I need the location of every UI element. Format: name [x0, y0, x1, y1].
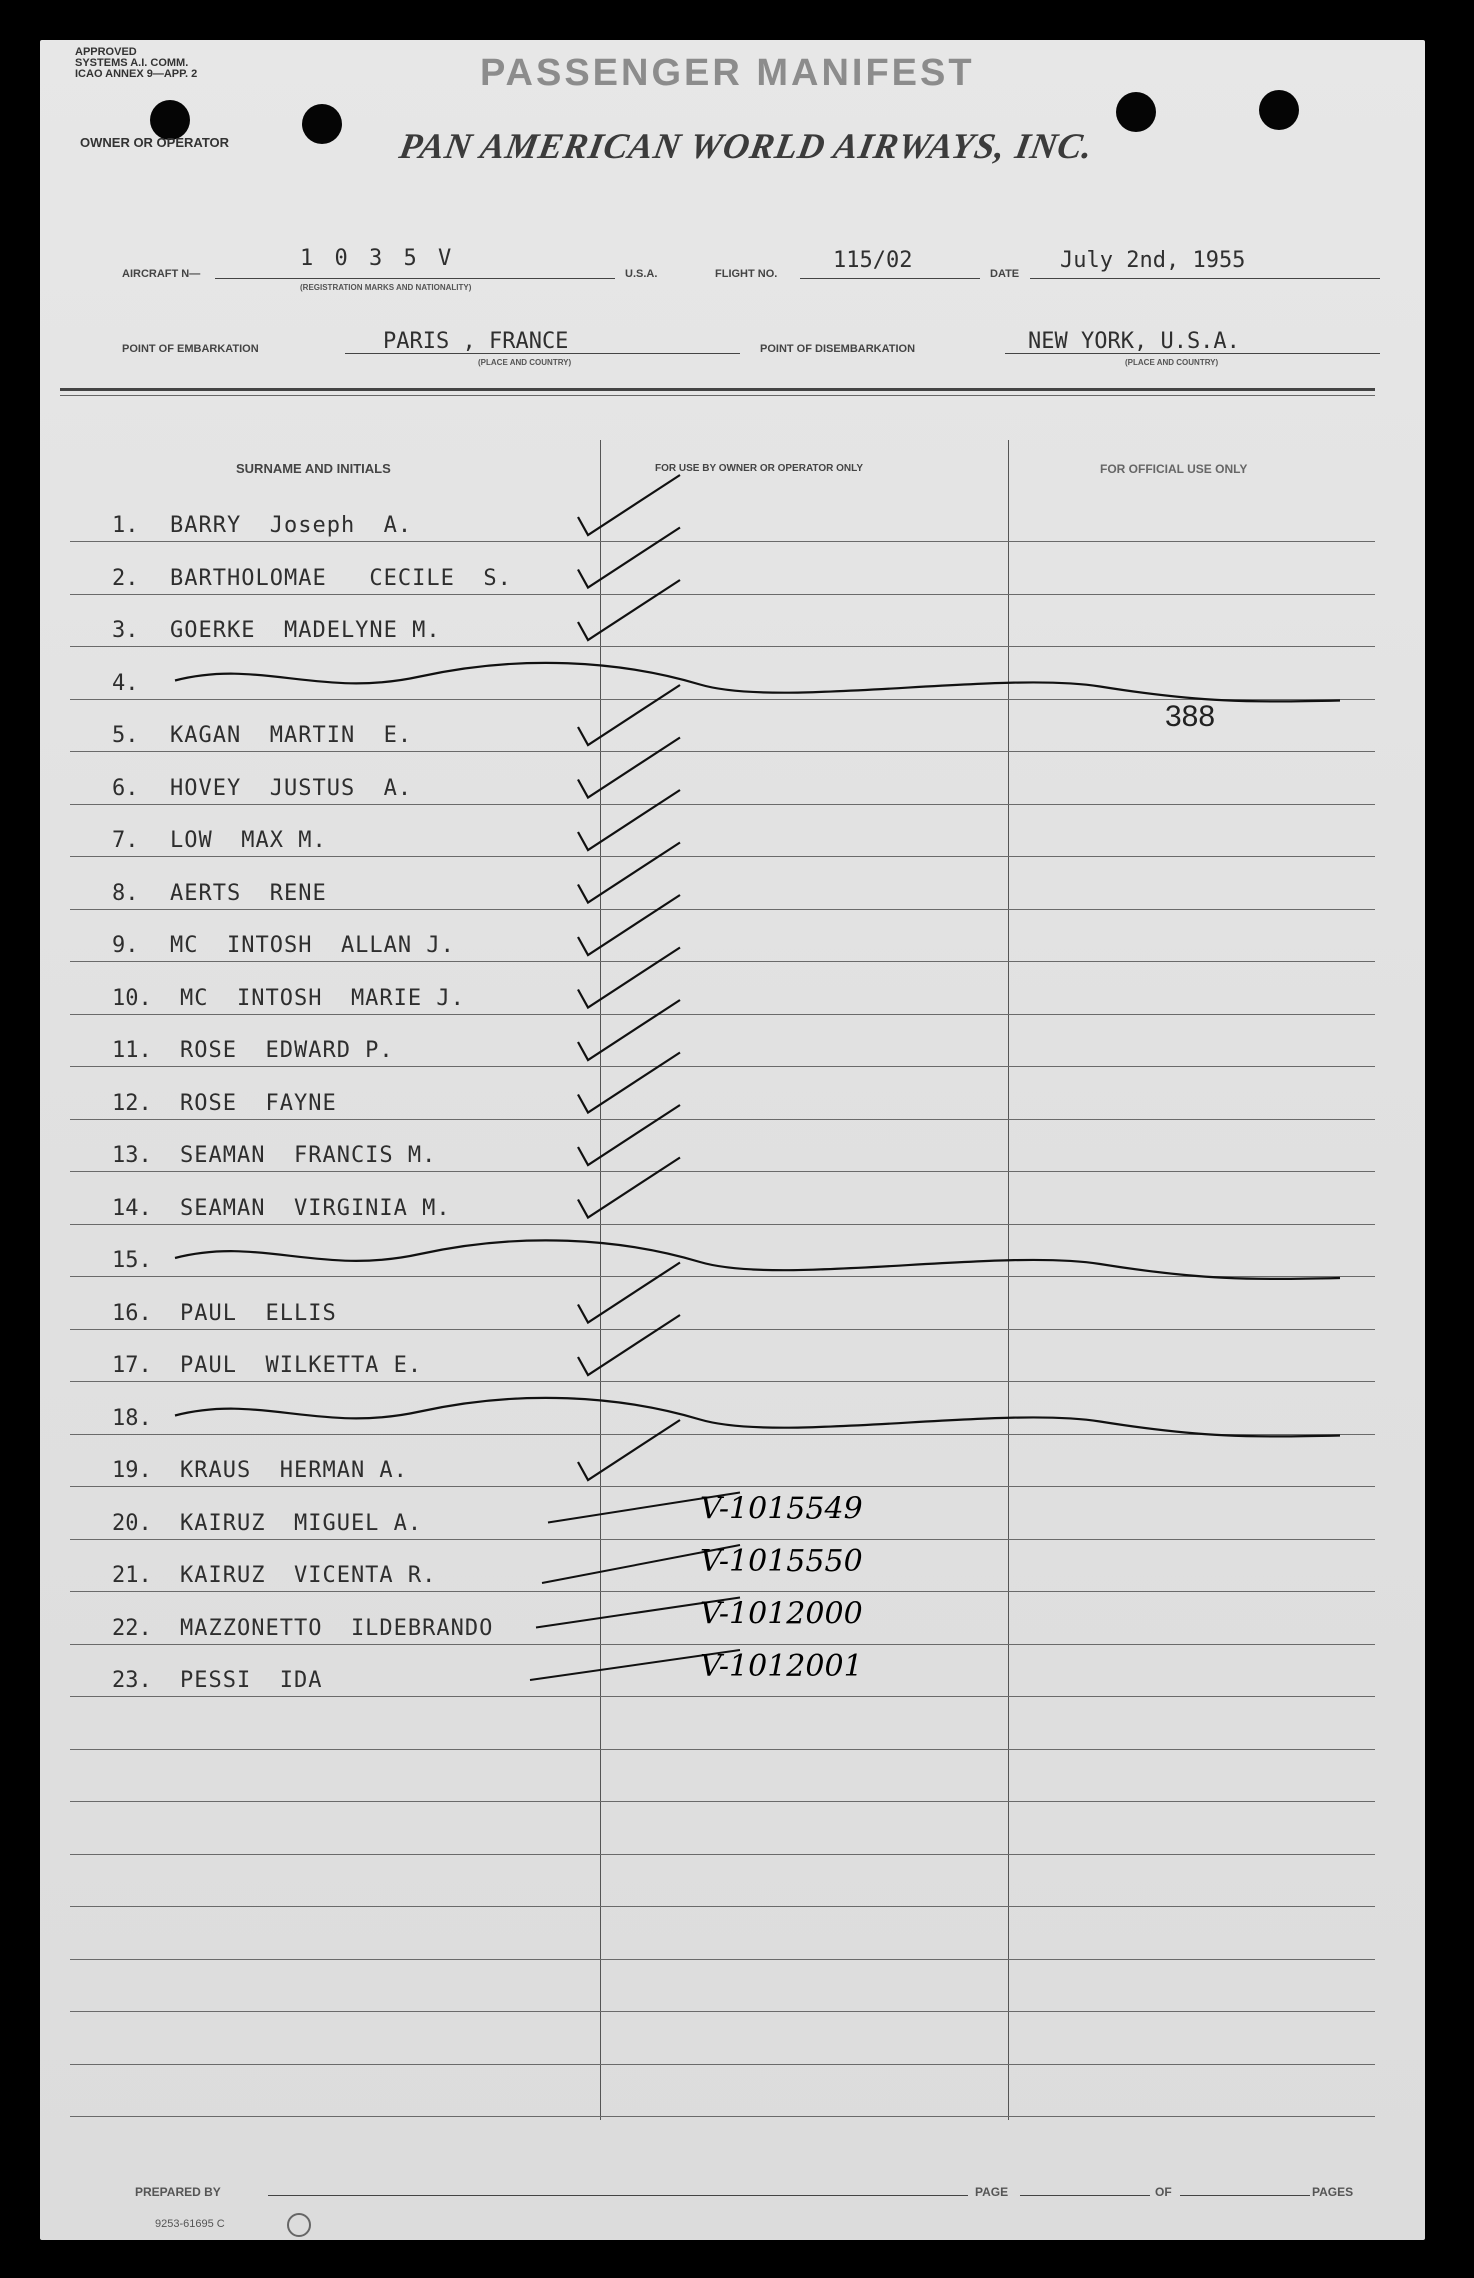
- pages-label: PAGES: [1312, 2185, 1354, 2199]
- passenger-name: KAIRUZ VICENTA R.: [180, 1563, 437, 1588]
- usa-label: U.S.A.: [625, 268, 658, 280]
- disembarkation-sub-label: (PLACE AND COUNTRY): [1125, 358, 1219, 367]
- strike-through: [175, 1398, 1340, 1437]
- check-mark: [578, 1053, 680, 1113]
- flight-label: FLIGHT NO.: [715, 268, 778, 280]
- owner-label: OWNER OR OPERATOR: [80, 135, 230, 150]
- row-number: 19.: [112, 1458, 152, 1483]
- row-number: 22.: [112, 1615, 152, 1641]
- row-number: 15.: [112, 1248, 152, 1273]
- date-label: DATE: [990, 268, 1020, 280]
- embarkation-value: PARIS , FRANCE: [383, 329, 569, 354]
- passenger-name: AERTS RENE: [170, 880, 327, 906]
- check-mark: [578, 895, 680, 955]
- check-mark: [578, 738, 680, 798]
- row-number: 5.: [112, 723, 139, 748]
- row-number: 12.: [112, 1090, 152, 1116]
- row-number: 20.: [112, 1510, 152, 1536]
- approval-line: APPROVED: [75, 46, 137, 58]
- page-label: PAGE: [975, 2185, 1009, 2199]
- row-number: 14.: [112, 1195, 152, 1221]
- form-code: 9253-61695 C: [155, 2218, 225, 2230]
- approval-line: ICAO ANNEX 9—APP. 2: [75, 68, 198, 80]
- row-number: 1.: [112, 513, 139, 538]
- passenger-name: PAUL WILKETTA E.: [180, 1353, 423, 1378]
- passenger-name: ROSE FAYNE: [180, 1090, 337, 1116]
- passenger-name: KAGAN MARTIN E.: [170, 723, 413, 748]
- check-mark: [578, 475, 680, 535]
- passenger-name: MC INTOSH MARIE J.: [180, 985, 465, 1011]
- passenger-name: PESSI IDA: [180, 1668, 323, 1693]
- visa-number: V-1015550: [700, 1544, 863, 1579]
- embarkation-label: POINT OF EMBARKATION: [122, 343, 259, 355]
- passenger-name: MC INTOSH ALLAN J.: [170, 933, 455, 958]
- row-number: 3.: [112, 618, 139, 643]
- official-note: 388: [1165, 700, 1216, 733]
- passenger-name: HOVEY JUSTUS A.: [170, 775, 413, 801]
- row-number: 4.: [112, 670, 139, 696]
- aircraft-value: 1 0 3 5 V: [300, 246, 456, 271]
- aircraft-sub-label: (REGISTRATION MARKS AND NATIONALITY): [300, 283, 472, 292]
- row-number: 6.: [112, 775, 139, 801]
- passenger-name: LOW MAX M.: [170, 828, 327, 853]
- owner-value: PAN AMERICAN WORLD AIRWAYS, INC.: [396, 126, 1097, 166]
- row-number: 23.: [112, 1668, 152, 1693]
- passenger-name: ROSE EDWARD P.: [180, 1038, 394, 1063]
- row-number: 2.: [112, 565, 139, 591]
- row-number: 13.: [112, 1143, 152, 1168]
- row-number: 21.: [112, 1563, 152, 1588]
- approval-line: SYSTEMS A.I. COMM.: [75, 57, 189, 69]
- strike-through: [175, 1240, 1340, 1279]
- passenger-name: GOERKE MADELYNE M.: [170, 618, 441, 643]
- passenger-name: BARRY Joseph A.: [170, 513, 413, 538]
- row-number: 11.: [112, 1038, 152, 1063]
- visa-number: V-1012000: [700, 1596, 863, 1632]
- check-mark: [578, 1420, 680, 1480]
- row-number: 18.: [112, 1405, 152, 1431]
- visa-number: V-1012001: [700, 1649, 863, 1684]
- row-number: 8.: [112, 880, 139, 906]
- flight-value: 115/02: [833, 248, 913, 273]
- passenger-name: KAIRUZ MIGUEL A.: [180, 1510, 423, 1536]
- visa-number: V-1015549: [700, 1491, 863, 1527]
- check-mark: [578, 1000, 680, 1060]
- form-title: PASSENGER MANIFEST: [480, 52, 975, 94]
- disembarkation-label: POINT OF DISEMBARKATION: [760, 343, 916, 355]
- embarkation-sub-label: (PLACE AND COUNTRY): [478, 358, 572, 367]
- column-header-surname: SURNAME AND INITIALS: [236, 461, 391, 476]
- passenger-name: SEAMAN FRANCIS M.: [180, 1143, 437, 1168]
- row-number: 9.: [112, 933, 139, 958]
- check-mark: [578, 790, 680, 850]
- column-header-operator: FOR USE BY OWNER OR OPERATOR ONLY: [655, 463, 863, 474]
- passenger-name: KRAUS HERMAN A.: [180, 1458, 408, 1483]
- check-mark: [578, 1263, 680, 1323]
- column-header-official: FOR OFFICIAL USE ONLY: [1100, 462, 1248, 476]
- check-mark: [578, 948, 680, 1008]
- of-label: OF: [1155, 2185, 1172, 2199]
- row-number: 10.: [112, 985, 152, 1011]
- check-mark: [578, 685, 680, 745]
- row-number: 7.: [112, 828, 139, 853]
- check-mark: [578, 1315, 680, 1375]
- check-mark: [578, 843, 680, 903]
- row-number: 16.: [112, 1300, 152, 1326]
- passenger-name: MAZZONETTO ILDEBRANDO: [180, 1615, 494, 1641]
- strike-through: [175, 663, 1340, 702]
- aircraft-label: AIRCRAFT N—: [122, 268, 201, 280]
- row-number: 17.: [112, 1353, 152, 1378]
- check-mark: [578, 528, 680, 588]
- passenger-name: SEAMAN VIRGINIA M.: [180, 1195, 451, 1221]
- passenger-name: PAUL ELLIS: [180, 1300, 337, 1326]
- date-value: July 2nd, 1955: [1060, 248, 1246, 273]
- passenger-name: BARTHOLOMAE CECILE S.: [170, 565, 512, 591]
- check-mark: [578, 580, 680, 640]
- check-mark: [578, 1158, 680, 1218]
- check-mark: [578, 1105, 680, 1165]
- union-bug-icon: [287, 2213, 311, 2237]
- prepared-by-label: PREPARED BY: [135, 2185, 221, 2199]
- disembarkation-value: NEW YORK, U.S.A.: [1028, 329, 1240, 354]
